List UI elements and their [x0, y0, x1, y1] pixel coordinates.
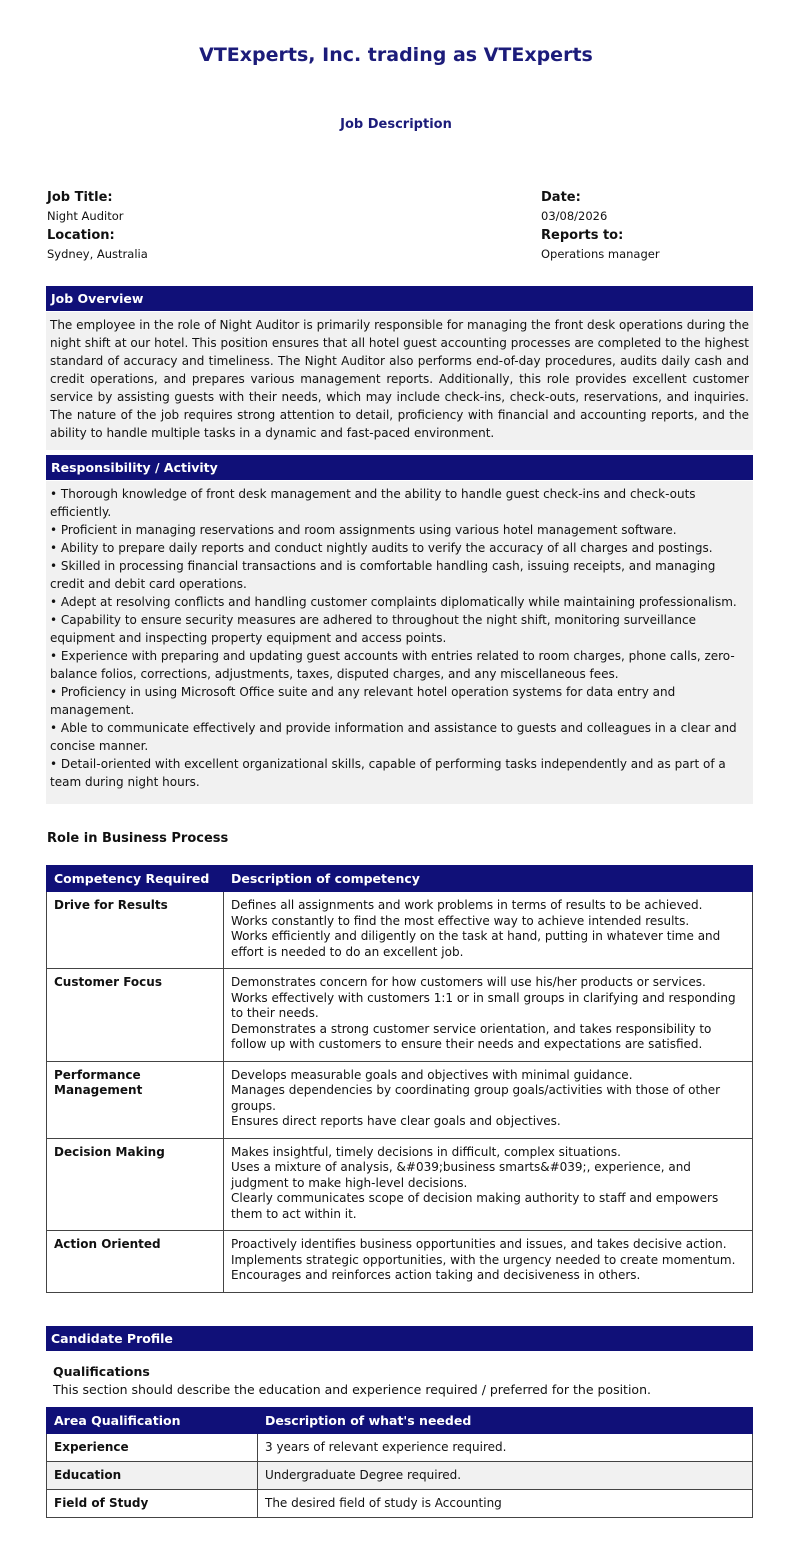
competency-description-line: Works efficiently and diligently on the task at hand, putting in whatever time and effort is needed to do an excellent job.: [231, 929, 721, 959]
date-value: 03/08/2026: [541, 209, 608, 223]
job-overview-header: Job Overview: [46, 286, 753, 311]
competency-description-line: Proactively identifies business opportunities and issues, and takes decisive action.: [231, 1237, 727, 1251]
competency-description-line: Manages dependencies by coordinating group goals/activities with those of other groups.: [231, 1083, 721, 1113]
competency-description-line: Uses a mixture of analysis, &#039;business smarts&#039;, experience, and judgment to make high-level decisions.: [231, 1160, 691, 1190]
competency-description-line: Works constantly to find the most effective way to achieve intended results.: [231, 913, 690, 928]
competency-table-header: [47, 866, 753, 892]
qualification-row: [47, 1462, 753, 1490]
job-title-value: Night Auditor: [47, 209, 124, 223]
competency-description: [224, 892, 753, 969]
competency-description: [224, 1138, 753, 1231]
responsibility-item: • Able to communicate effectively and provide information and assistance to guests and colleagues in a clear and concise manner.: [50, 721, 737, 753]
competency-description-line: Encourages and reinforces action taking and decisiveness in others.: [231, 1268, 641, 1282]
role-heading: Role in Business Process: [47, 831, 229, 846]
competency-table: [46, 865, 753, 1293]
competency-name: Action Oriented: [47, 1231, 224, 1293]
competency-name: Drive for Results: [47, 892, 224, 969]
competency-row: [47, 1138, 753, 1231]
responsibility-item: • Thorough knowledge of front desk management and the ability to handle guest check-ins and check-outs efficiently.: [50, 487, 696, 519]
competency-description: [224, 969, 753, 1062]
competency-description-line: Demonstrates concern for how customers will use his/her products or services.: [231, 975, 706, 989]
responsibility-header: Responsibility / Activity: [46, 455, 753, 480]
competency-description-line: Clearly communicates scope of decision making authority to staff and empowers them to act within it.: [231, 1191, 719, 1221]
qualification-area: Field of Study: [47, 1490, 258, 1518]
candidate-profile-header: Candidate Profile: [46, 1326, 753, 1351]
job-title-label: Job Title:: [47, 190, 113, 205]
reports-to-value: Operations manager: [541, 247, 660, 261]
reports-to-label: Reports to:: [541, 228, 624, 243]
area-column-header: Area Qualification: [47, 1408, 258, 1434]
responsibility-item: • Proficient in managing reservations and room assignments using various hotel management software.: [50, 523, 677, 537]
competency-description: [224, 1061, 753, 1138]
responsibility-item: • Ability to prepare daily reports and conduct nightly audits to verify the accuracy of all charges and postings.: [50, 541, 713, 555]
needed-column-header: Description of what's needed: [258, 1408, 753, 1434]
description-column-header: Description of competency: [224, 866, 753, 892]
qualifications-heading: Qualifications: [53, 1364, 150, 1379]
responsibility-item: • Proficiency in using Microsoft Office suite and any relevant hotel operation systems for data entry and management.: [50, 685, 676, 717]
responsibility-item: • Adept at resolving conflicts and handling customer complaints diplomatically while maintaining professionalism.: [50, 595, 737, 609]
competency-description: [224, 1231, 753, 1293]
competency-description-line: Implements strategic opportunities, with the urgency needed to create momentum.: [231, 1252, 736, 1267]
responsibility-item: • Experience with preparing and updating guest accounts with entries related to room charges, phone calls, zero-balance folios, corrections, adjustments, taxes, disputed charges, and any miscellaneous fees.: [50, 649, 735, 681]
competency-row: [47, 1231, 753, 1293]
qualification-description: 3 years of relevant experience required.: [258, 1434, 753, 1462]
qualification-row: [47, 1490, 753, 1518]
competency-row: [47, 892, 753, 969]
competency-description-line: Defines all assignments and work problems in terms of results to be achieved.: [231, 898, 703, 912]
competency-row: [47, 1061, 753, 1138]
location-label: Location:: [47, 228, 115, 243]
qualification-area: Education: [47, 1462, 258, 1490]
competency-description-line: Develops measurable goals and objectives with minimal guidance.: [231, 1067, 633, 1082]
qualifications-description: This section should describe the education and experience required / preferred for the position.: [53, 1382, 651, 1397]
responsibility-item: • Skilled in processing financial transactions and is comfortable handling cash, issuing receipts, and managing credit and debit card operations.: [50, 559, 716, 591]
responsibility-item: • Detail-oriented with excellent organizational skills, capable of performing tasks independently and as part of a team during night hours.: [50, 757, 726, 789]
document-title: Job Description: [340, 117, 452, 132]
responsibility-list: [46, 481, 753, 804]
qualification-row: [47, 1434, 753, 1462]
competency-column-header: Competency Required: [47, 866, 224, 892]
competency-name: Decision Making: [47, 1138, 224, 1231]
competency-description-line: Ensures direct reports have clear goals and objectives.: [231, 1114, 561, 1128]
competency-description-line: Demonstrates a strong customer service orientation, and takes responsibility to follow up with customers to ensure their needs and expectations are satisfied.: [231, 1021, 712, 1051]
meta-right: [541, 188, 660, 264]
date-label: Date:: [541, 190, 581, 205]
responsibility-item: • Capability to ensure security measures are adhered to throughout the night shift, monitoring surveillance equipment and inspecting property equipment and access points.: [50, 613, 696, 645]
job-overview-text: The employee in the role of Night Auditor is primarily responsible for managing the front desk operations during the night shift at our hotel. This position ensures that all hotel guest accounting processes are completed to the highest standard of accuracy and timeliness. The Night Auditor also performs end-of-day procedures, audits daily cash and credit operations, and prepares various management reports. Additionally, this role provides excellent customer service by assisting guests with their needs, which may include check-ins, check-outs, reservations, and inquiries. The nature of the job requires strong attention to detail, proficiency with financial and accounting reports, and the ability to handle multiple tasks in a dynamic and fast-paced environment.: [46, 312, 753, 450]
qualification-area: Experience: [47, 1434, 258, 1462]
qualification-table: [46, 1407, 753, 1518]
company-name: VTExperts, Inc. trading as VTExperts: [199, 44, 593, 66]
location-value: Sydney, Australia: [47, 247, 148, 261]
qualification-description: The desired field of study is Accounting: [258, 1490, 753, 1518]
qualification-table-header: [47, 1408, 753, 1434]
meta-left: [47, 188, 148, 264]
competency-name: Performance Management: [47, 1061, 224, 1138]
competency-row: [47, 969, 753, 1062]
competency-name: Customer Focus: [47, 969, 224, 1062]
competency-description-line: Works effectively with customers 1:1 or in small groups in clarifying and responding to their needs.: [231, 990, 736, 1020]
qualification-description: Undergraduate Degree required.: [258, 1462, 753, 1490]
competency-description-line: Makes insightful, timely decisions in difficult, complex situations.: [231, 1144, 621, 1159]
